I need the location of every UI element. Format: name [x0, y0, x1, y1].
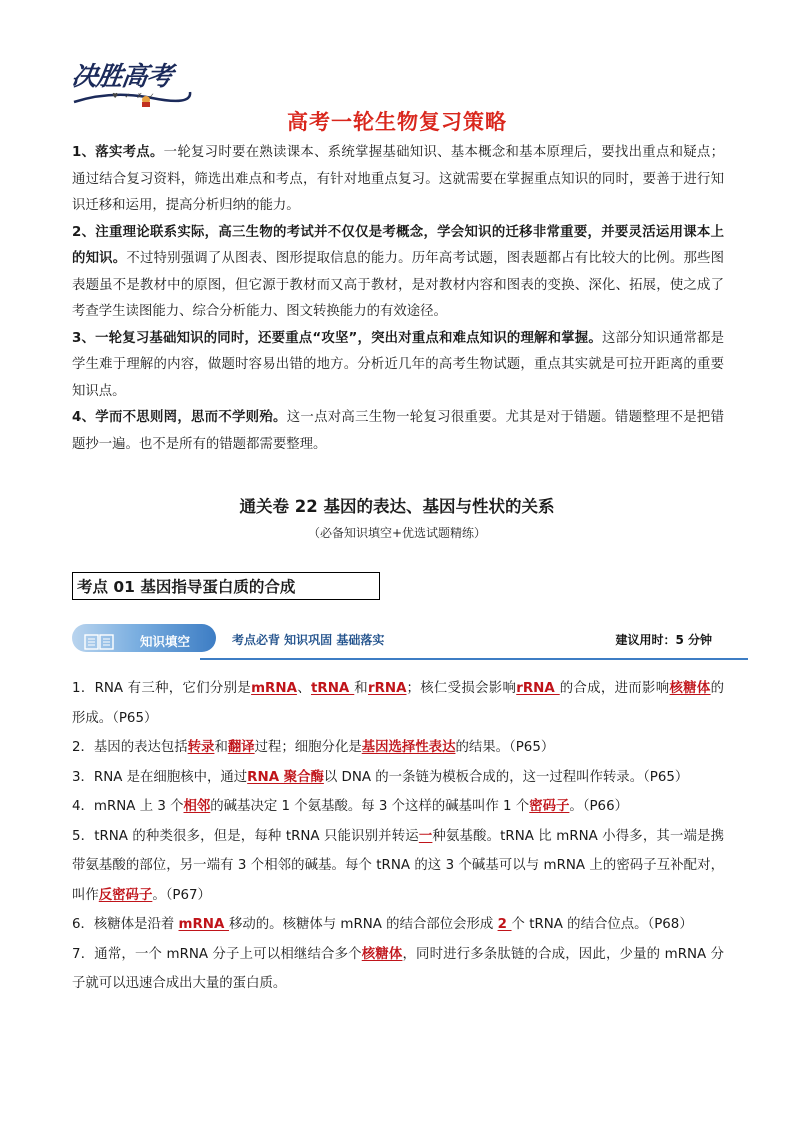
- answer-blank: 基因选择性表达: [361, 740, 456, 755]
- answer-blank: mRNA: [178, 917, 230, 932]
- question-item: [72, 940, 724, 999]
- question-text: 3．RNA 是在细胞核中，通过: [72, 769, 248, 785]
- section-subtitle: （必备知识填空+优选试题精练）: [307, 526, 487, 540]
- answer-blank: 反密码子: [98, 887, 153, 903]
- section-title: 通关卷 22 基因的表达、基因与性状的关系: [239, 497, 555, 516]
- question-text: 的形成。（P65）: [72, 681, 725, 726]
- answer-blank: rRNA: [516, 681, 560, 696]
- answer-blank: 密码子: [529, 799, 570, 814]
- logo-text: 决胜高考: [69, 62, 174, 92]
- strategy-item: [72, 326, 724, 406]
- strategy-lead: 1、落实考点。: [72, 145, 164, 160]
- answer-blank: 2: [497, 917, 512, 932]
- question-item: [72, 822, 724, 911]
- question-item: [72, 910, 724, 940]
- answer-blank: mRNA: [251, 681, 297, 696]
- question-text: 过程；细胞分化是: [254, 740, 362, 755]
- answer-blank: 翻译: [227, 740, 255, 755]
- answer-blank: 相邻: [183, 799, 211, 814]
- suggested-time: 建议用时：5 分钟: [615, 633, 712, 647]
- banner-divider: [200, 658, 748, 660]
- question-text: 。（P67）: [152, 887, 211, 903]
- question-text: 种氨基酸。tRNA 比 mRNA 小得多，其一端是携带氨基酸的部位，另一端有 3 个相邻的碱基。每个 tRNA 的这 3 个碱基可以与 mRNA 上的密码子互补配对，叫作: [72, 828, 724, 903]
- banner-label: 知识填空: [140, 634, 191, 649]
- question-text: 5．tRNA 的种类很多，但是，每种 tRNA 只能识别并转运: [72, 828, 419, 844]
- banner-tags: 考点必背 知识巩固 基础落实: [232, 633, 385, 647]
- answer-blank: 一: [418, 828, 433, 844]
- question-item: [72, 792, 724, 822]
- banner-pill: [72, 624, 216, 652]
- strategy-item: [72, 140, 724, 220]
- question-text: ，同时进行多条肽链的合成，因此，少量的 mRNA 分子就可以迅速合成出大量的蛋白质。: [72, 946, 724, 991]
- question-text: 个 tRNA 的结合位点。（P68）: [511, 917, 693, 932]
- answer-blank: 核糖体: [669, 681, 711, 696]
- question-item: [72, 733, 724, 763]
- strategy-body: 这部分知识通常都是学生难于理解的内容，做题时容易出错的地方。分析近几年的高考生物试题，重点其实就是可拉开距离的重要知识点。: [72, 330, 725, 399]
- question-text: 6．核糖体是沿着: [72, 917, 179, 932]
- question-text: 7．通常，一个 mRNA 分子上可以相继结合多个: [72, 946, 362, 962]
- strategy-body: 不过特别强调了从图表、图形提取信息的能力。历年高考试题，图表题都占有比较大的比例。那些图表题虽不是教材中的原图，但它源于教材而又高于教材，是对教材内容和图表的变换、深化、拓展，使之成了考查学生读图能力、综合分析能力、图文转换能力的有效途径。: [72, 251, 725, 319]
- question-text: 2．基因的表达包括: [72, 740, 188, 755]
- question-text: 移动的。核糖体与 mRNA 的结合部位会形成: [229, 917, 498, 932]
- book-icon: [84, 634, 114, 650]
- strategy-body: 一轮复习时要在熟读课本、系统掌握基础知识、基本概念和基本原理后，要找出重点和疑点；通过结合复习资料，筛选出难点和考点，有针对地重点复习。这就需要在掌握重点知识的同时，要善于进行知识迁移和运用，提高分析归纳的能力。: [72, 145, 724, 213]
- answer-blank: tRNA: [310, 681, 355, 696]
- strategy-lead: 2、注重理论联系实际，高三生物的考试并不仅仅是考概念，学会知识的迁移非常重要，并要灵活运用课本上的知识。: [72, 224, 724, 266]
- answer-blank: rRNA: [367, 681, 407, 696]
- question-text: 的碱基决定 1 个氨基酸。每 3 个这样的碱基叫作 1 个: [210, 799, 530, 814]
- logo-subtitle: ♥ ✓ ✗ ✓: [112, 92, 157, 100]
- question-list: [72, 674, 724, 999]
- strategy-item: [72, 220, 724, 326]
- question-text: 。（P66）: [569, 799, 628, 814]
- strategy-item: [72, 405, 724, 458]
- question-text: ；核仁受损会影响: [406, 681, 517, 696]
- answer-blank: 核糖体: [361, 946, 403, 962]
- point-title: 考点 01 基因指导蛋白质的合成: [72, 572, 380, 600]
- answer-blank: 转录: [187, 740, 215, 755]
- question-text: 和: [354, 681, 368, 696]
- question-item: [72, 674, 724, 733]
- question-text: 的合成，进而影响: [559, 681, 670, 696]
- strategy-lead: 3、一轮复习基础知识的同时，还要重点“攻坚”，突出对重点和难点知识的理解和掌握。: [72, 330, 602, 346]
- question-text: 以 DNA 的一条链为模板合成的，这一过程叫作转录。（P65）: [323, 769, 689, 785]
- question-text: 和: [214, 740, 228, 755]
- strategy-body: 这一点对高三生物一轮复习很重要。尤其是对于错题。错题整理不是把错题抄一遍。也不是所有的错题都需要整理。: [72, 410, 724, 452]
- question-text: 、: [296, 681, 311, 696]
- strategy-section: [72, 140, 724, 458]
- answer-blank: RNA 聚合酶: [247, 769, 324, 785]
- question-text: 1．RNA 有三种，它们分别是: [72, 681, 252, 696]
- question-item: [72, 763, 724, 793]
- knowledge-banner: [72, 622, 748, 662]
- question-text: 的结果。（P65）: [455, 740, 555, 755]
- page-title: 高考一轮生物复习策略: [287, 110, 507, 134]
- strategy-lead: 4、学而不思则罔，思而不学则殆。: [72, 410, 287, 425]
- question-text: 4．mRNA 上 3 个: [72, 799, 184, 814]
